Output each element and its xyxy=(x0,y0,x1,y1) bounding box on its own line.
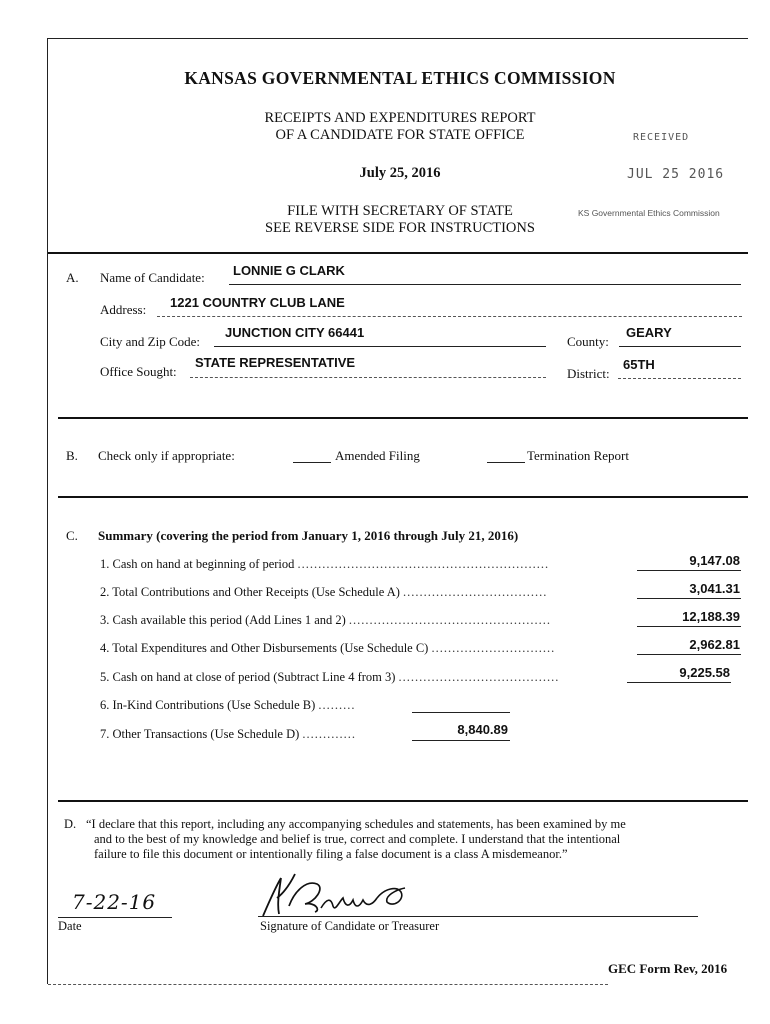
summary-line-6-rule[interactable] xyxy=(412,712,510,713)
summary-line-4-label: Total Expenditures and Other Disbursements (Use Schedule C) xyxy=(112,641,429,655)
declaration-line3: failure to file this document or intentionally filing a false document is a class A misdemeanor.” xyxy=(94,847,568,861)
summary-line-6: 6. In-Kind Contributions (Use Schedule B) ......... xyxy=(100,698,356,712)
section-d-letter: D. xyxy=(64,817,77,831)
address-label: Address: xyxy=(100,302,147,317)
bottom-border xyxy=(48,984,608,985)
district-value[interactable]: 65TH xyxy=(623,357,655,372)
summary-line-2: 2. Total Contributions and Other Receipts (Use Schedule A) ................................... xyxy=(100,585,548,599)
section-b-letter: B. xyxy=(66,448,78,463)
received-stamp-agency: KS Governmental Ethics Commission xyxy=(578,208,720,218)
amended-filing-checkbox[interactable] xyxy=(293,462,331,463)
section-d-divider xyxy=(58,800,748,802)
date-label: Date xyxy=(58,919,82,933)
signature-line xyxy=(258,916,698,917)
signature-label: Signature of Candidate or Treasurer xyxy=(260,919,440,933)
section-a-divider xyxy=(48,252,748,254)
summary-line-4: 4. Total Expenditures and Other Disbursements (Use Schedule C) .............................. xyxy=(100,641,556,655)
summary-line-3-rule xyxy=(637,626,741,627)
summary-title xyxy=(98,528,518,544)
amended-filing-label: Amended Filing xyxy=(335,448,420,463)
summary-line-7: 7. Other Transactions (Use Schedule D) ............. xyxy=(100,727,357,741)
district-line xyxy=(618,378,741,379)
district-label: District: xyxy=(567,366,610,381)
city-zip-value[interactable]: JUNCTION CITY 66441 xyxy=(225,325,365,340)
received-stamp-date: JUL 25 2016 xyxy=(627,167,725,182)
top-border xyxy=(48,38,748,39)
summary-line-6-num: 6. xyxy=(100,698,110,712)
summary-line-7-label: Other Transactions (Use Schedule D) xyxy=(112,727,300,741)
office-sought-value[interactable]: STATE REPRESENTATIVE xyxy=(195,355,356,370)
summary-line-4-num: 4. xyxy=(100,641,110,655)
summary-line-1-rule xyxy=(637,570,741,571)
agency-title: KANSAS GOVERNMENTAL ETHICS COMMISSION xyxy=(184,68,616,88)
address-line xyxy=(157,316,742,317)
summary-line-5-label: Cash on hand at close of period (Subtract Line 4 from 3) xyxy=(112,670,396,684)
termination-report-label: Termination Report xyxy=(527,448,629,463)
summary-line-3-amount[interactable]: 12,188.39 xyxy=(682,609,740,624)
summary-line-1: 1. Cash on hand at beginning of period ............................................................. xyxy=(100,557,550,571)
report-title-line1: RECEIPTS AND EXPENDITURES REPORT xyxy=(264,110,536,126)
summary-line-1-label: Cash on hand at beginning of period xyxy=(112,557,295,571)
county-value[interactable]: GEARY xyxy=(626,325,672,340)
report-title-line2: OF A CANDIDATE FOR STATE OFFICE xyxy=(275,127,525,143)
summary-line-2-num: 2. xyxy=(100,585,110,599)
section-c-letter: C. xyxy=(66,528,78,543)
summary-line-5: 5. Cash on hand at close of period (Subtract Line 4 from 3) ....................................... xyxy=(100,670,560,684)
summary-line-1-amount[interactable]: 9,147.08 xyxy=(689,553,740,568)
termination-report-checkbox[interactable] xyxy=(487,462,525,463)
summary-line-5-amount[interactable]: 9,225.58 xyxy=(679,665,730,680)
summary-line-7-rule xyxy=(412,740,510,741)
summary-line-2-amount[interactable]: 3,041.31 xyxy=(689,581,740,596)
office-sought-line xyxy=(190,377,546,378)
date-line xyxy=(58,917,172,918)
summary-line-3-num: 3. xyxy=(100,613,110,627)
county-label: County: xyxy=(567,334,609,349)
summary-title-text: Summary (covering the period from January 1, 2016 through July 21, 2016) xyxy=(98,528,519,543)
report-date: July 25, 2016 xyxy=(359,165,441,181)
section-c-divider xyxy=(58,496,748,498)
section-a-letter: A. xyxy=(66,270,79,285)
summary-line-4-rule xyxy=(637,654,741,655)
signature-image[interactable] xyxy=(255,868,455,920)
summary-line-3: 3. Cash available this period (Add Lines 1 and 2) ................................................. xyxy=(100,613,552,627)
candidate-name-line xyxy=(229,284,741,285)
instruction-line2: SEE REVERSE SIDE FOR INSTRUCTIONS xyxy=(265,220,535,236)
declaration-line2: and to the best of my knowledge and belief is true, correct and complete. I understand that the intentional xyxy=(94,832,621,846)
office-sought-label: Office Sought: xyxy=(100,364,177,379)
summary-line-7-amount[interactable]: 8,840.89 xyxy=(457,722,508,737)
summary-line-6-label: In-Kind Contributions (Use Schedule B) xyxy=(112,698,316,712)
summary-line-2-rule xyxy=(637,598,741,599)
summary-line-5-rule xyxy=(627,682,731,683)
city-zip-line xyxy=(214,346,546,347)
summary-line-1-num: 1. xyxy=(100,557,110,571)
instruction-line1: FILE WITH SECRETARY OF STATE xyxy=(287,203,513,219)
date-value[interactable]: 7-22-16 xyxy=(72,890,157,914)
summary-line-4-amount[interactable]: 2,962.81 xyxy=(689,637,740,652)
summary-line-2-label: Total Contributions and Other Receipts (Use Schedule A) xyxy=(112,585,400,599)
section-b-divider xyxy=(58,417,748,419)
summary-line-7-num: 7. xyxy=(100,727,110,741)
summary-line-5-num: 5. xyxy=(100,670,110,684)
declaration-line1: “I declare that this report, including any accompanying schedules and statements, has been examined by me xyxy=(86,817,626,831)
candidate-name-value[interactable]: LONNIE G CLARK xyxy=(233,263,345,278)
received-stamp-label: RECEIVED xyxy=(633,132,690,143)
summary-line-3-label: Cash available this period (Add Lines 1 and 2) xyxy=(112,613,346,627)
candidate-name-label: Name of Candidate: xyxy=(100,270,205,285)
check-if-appropriate-label: Check only if appropriate: xyxy=(98,448,235,463)
city-zip-label: City and Zip Code: xyxy=(100,334,201,349)
address-value[interactable]: 1221 COUNTRY CLUB LANE xyxy=(170,295,345,310)
county-line xyxy=(619,346,741,347)
form-id: GEC Form Rev, 2016 xyxy=(608,961,728,976)
